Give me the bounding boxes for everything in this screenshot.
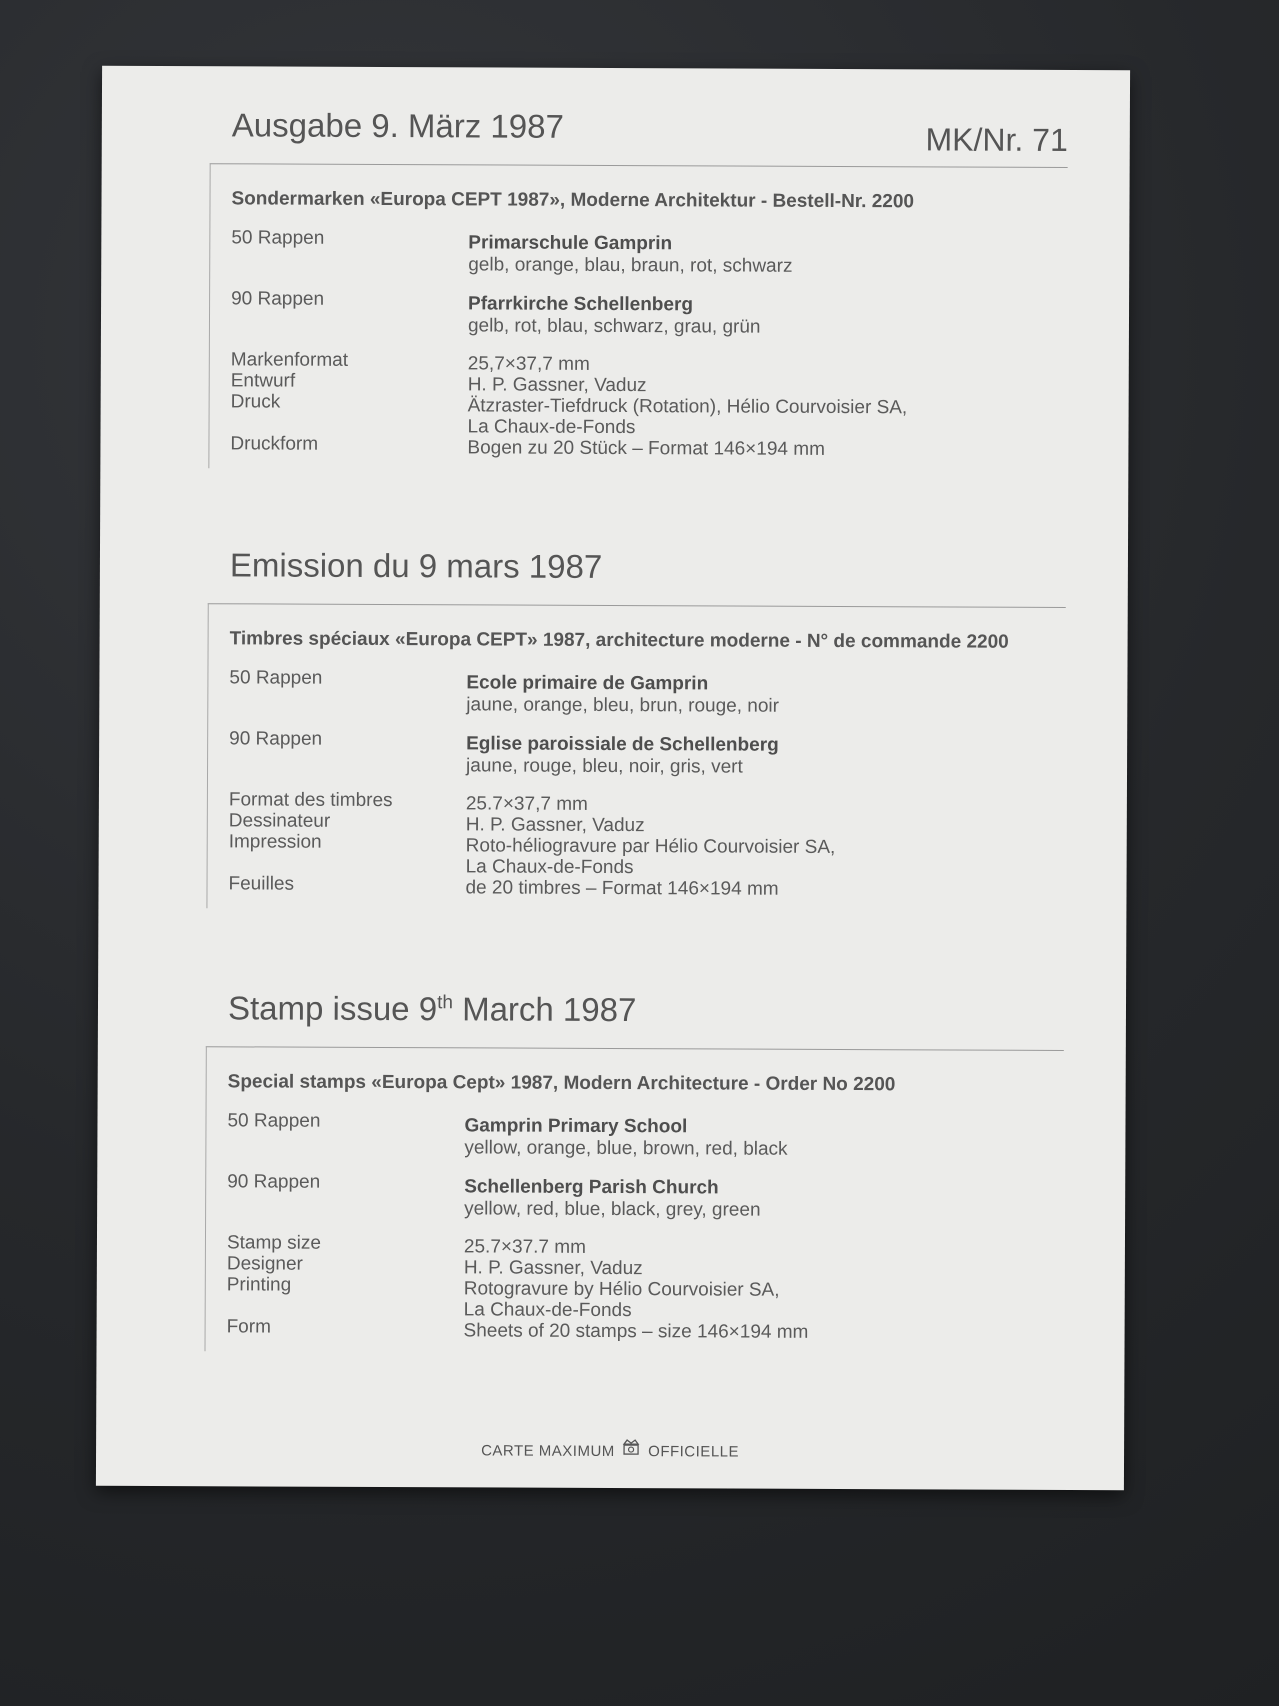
section-german [102,106,1130,460]
print-label: Printing [226,1274,292,1296]
mk-number: MK/Nr. 71 [925,121,1068,158]
print-value-2: La Chaux-de-Fonds [465,856,634,879]
form-value: Bogen zu 20 Stück – Format 146×194 mm [467,437,825,460]
divider [210,163,1068,168]
stamp2-name: Pfarrkirche Schellenberg [468,293,694,316]
stamp1-value: 50 Rappen [227,1110,321,1132]
stamp2-colors: yellow, red, blue, black, grey, green [464,1198,761,1221]
print-value-2: La Chaux-de-Fonds [467,416,636,439]
title-end: March 1987 [452,990,637,1029]
title-main: Stamp issue 9 [227,989,438,1028]
print-value-1: Rotogravure by Hélio Courvoisier SA, [463,1278,780,1301]
form-label: Form [226,1316,271,1338]
stamp2-value: 90 Rappen [229,728,323,750]
section-title [228,989,637,1029]
stamp1-colors: yellow, orange, blue, brown, red, black [464,1137,788,1160]
stamp1-value: 50 Rappen [231,227,325,249]
section-subtitle: Sondermarken «Europa CEPT 1987», Moderne Architektur - Bestell-Nr. 2200 [231,188,915,213]
form-value: Sheets of 20 stamps – size 146×194 mm [463,1320,809,1343]
section-subtitle: Timbres spéciaux «Europa CEPT» 1987, architecture moderne - N° de commande 2200 [229,628,1009,653]
title-ordinal: th [437,992,454,1014]
designer-label: Designer [226,1253,303,1275]
form-value: de 20 timbres – Format 146×194 mm [465,877,779,900]
margin-line [206,603,208,908]
designer-value: H. P. Gassner, Vaduz [467,374,647,397]
margin-line [204,1046,206,1351]
stamp2-colors: gelb, rot, blau, schwarz, grau, grün [467,315,761,338]
stamp2-value: 90 Rappen [231,288,325,310]
margin-line [208,163,210,468]
section-french [100,546,1128,900]
section-title: Emission du 9 mars 1987 [229,546,603,585]
print-value-2: La Chaux-de-Fonds [463,1299,632,1322]
post-horn-crown-icon [621,1438,641,1461]
section-english [98,989,1126,1343]
divider [208,603,1066,608]
stamp2-name: Eglise paroissiale de Schellenberg [466,733,779,756]
print-value-1: Roto-héliogravure par Hélio Courvoisier SA, [465,835,836,858]
format-label: Format des timbres [228,789,393,812]
format-value: 25.7×37,7 mm [465,793,588,815]
stamp1-colors: gelb, orange, blau, braun, rot, schwarz [468,254,793,277]
print-label: Druck [230,391,281,413]
stamp1-name: Primarschule Gamprin [468,232,673,255]
form-label: Feuilles [228,873,295,895]
card-footer [96,1436,1124,1463]
format-label: Markenformat [230,349,349,371]
designer-value: H. P. Gassner, Vaduz [463,1257,643,1280]
divider [206,1046,1064,1051]
section-subtitle: Special stamps «Europa Cept» 1987, Modern Architecture - Order No 2200 [227,1071,896,1096]
form-label: Druckform [230,433,319,455]
stamp2-name: Schellenberg Parish Church [464,1176,719,1199]
stamp1-name: Gamprin Primary School [464,1115,688,1138]
print-label: Impression [228,831,322,853]
format-value: 25.7×37.7 mm [463,1236,586,1258]
designer-value: H. P. Gassner, Vaduz [465,814,645,837]
designer-label: Dessinateur [228,810,331,832]
designer-label: Entwurf [230,370,296,392]
stamp1-value: 50 Rappen [229,667,323,689]
format-label: Stamp size [226,1232,321,1254]
footer-right-text: OFFICIELLE [648,1443,740,1461]
section-title: Ausgabe 9. März 1987 [231,106,564,145]
stamp1-name: Ecole primaire de Gamprin [466,672,709,695]
format-value: 25,7×37,7 mm [467,353,590,375]
stamp2-colors: jaune, rouge, bleu, noir, gris, vert [466,755,743,778]
stamp2-value: 90 Rappen [227,1171,321,1193]
footer-left-text: CARTE MAXIMUM [481,1442,615,1461]
stamp1-colors: jaune, orange, bleu, brun, rouge, noir [466,694,780,717]
maximum-card [96,66,1130,1490]
print-value-1: Ätzraster-Tiefdruck (Rotation), Hélio Courvoisier SA, [467,395,908,419]
